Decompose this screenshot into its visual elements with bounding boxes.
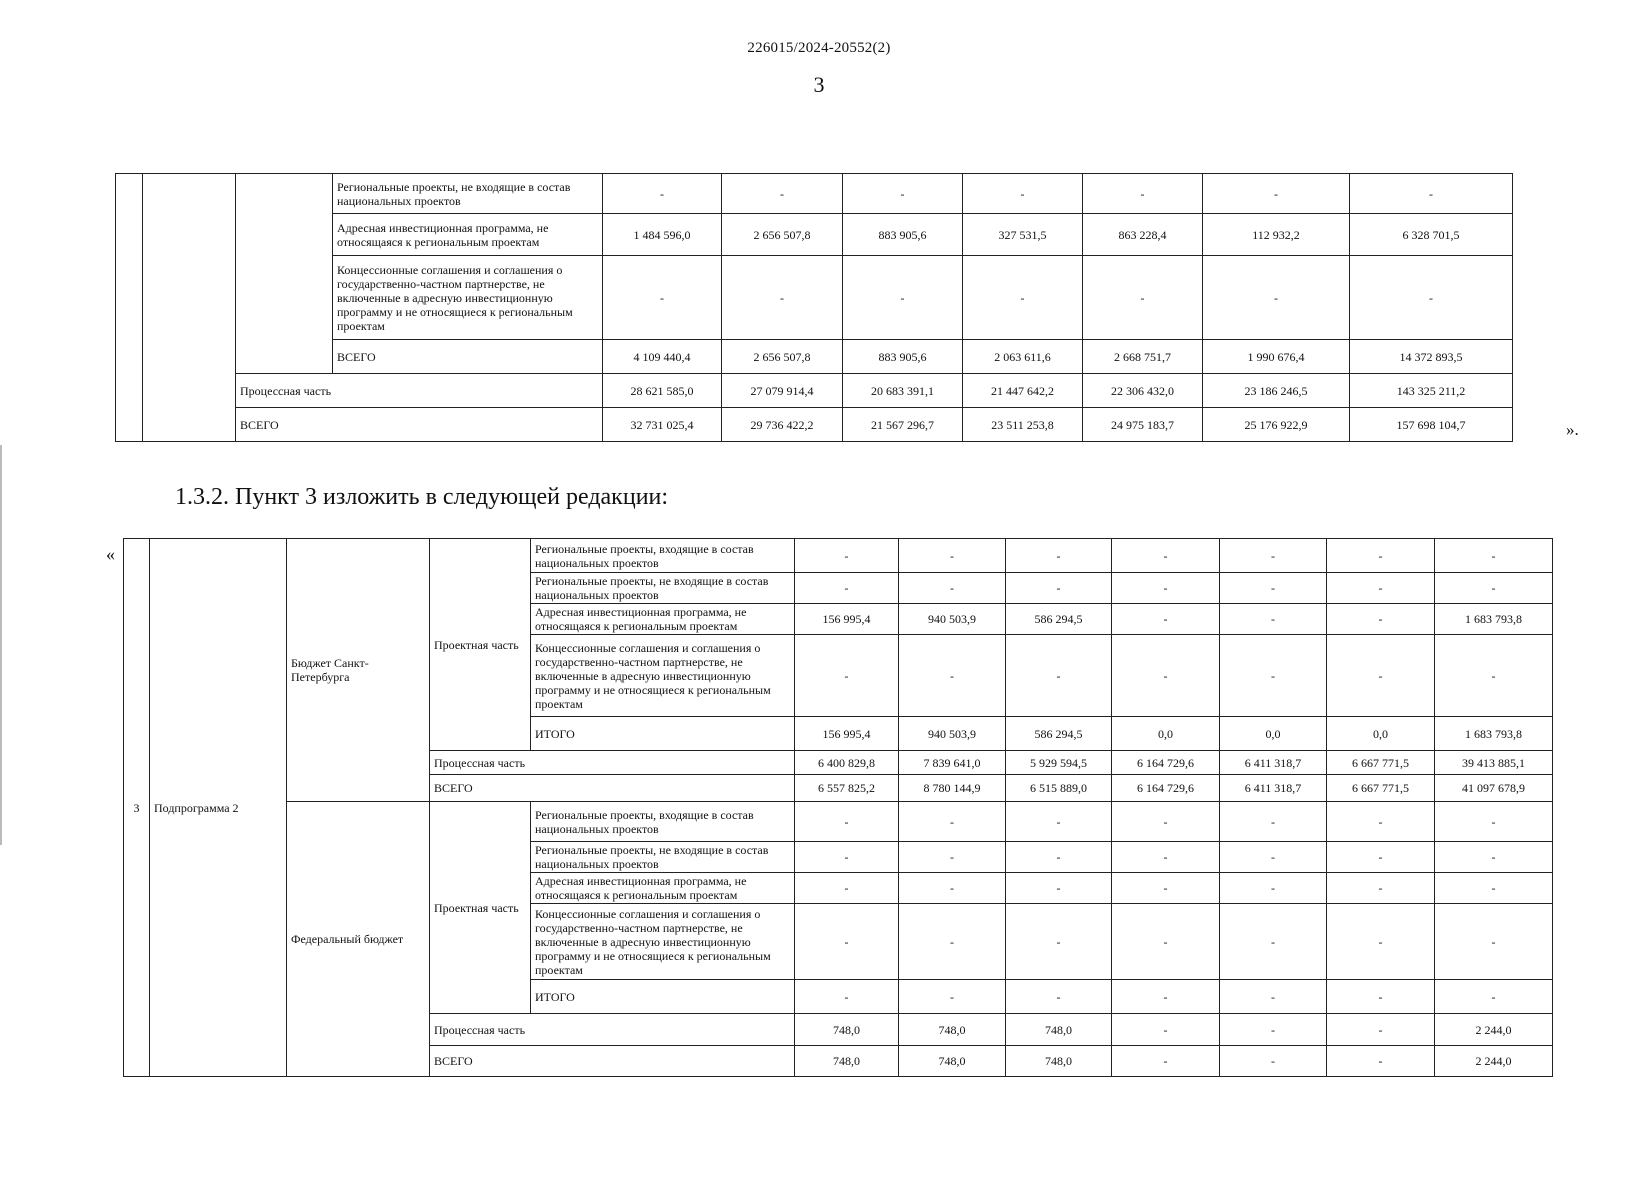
value-cell: 28 621 585,0: [603, 374, 722, 408]
value-cell: -: [963, 256, 1083, 340]
value-cell: 883 905,6: [843, 214, 963, 256]
value-cell: 20 683 391,1: [843, 374, 963, 408]
table-row: [116, 374, 1513, 408]
value-cell: 1 683 793,8: [1435, 604, 1553, 635]
value-cell: 2 668 751,7: [1083, 340, 1203, 374]
value-cell: -: [1006, 635, 1112, 717]
value-cell: -: [1435, 842, 1553, 873]
index-cell: [116, 174, 143, 442]
value-cell: 39 413 885,1: [1435, 751, 1553, 775]
total-label: ВСЕГО: [430, 1046, 795, 1077]
value-cell: 27 079 914,4: [722, 374, 843, 408]
table-row: [124, 539, 1553, 573]
value-cell: -: [1327, 1014, 1435, 1046]
value-cell: -: [1327, 842, 1435, 873]
value-cell: 2 063 611,6: [963, 340, 1083, 374]
value-cell: 1 484 596,0: [603, 214, 722, 256]
row-label: ВСЕГО: [236, 408, 603, 442]
budget-source-cell: Бюджет Санкт-Петербурга: [287, 539, 430, 802]
value-cell: -: [1220, 539, 1327, 573]
value-cell: -: [1006, 539, 1112, 573]
value-cell: 327 531,5: [963, 214, 1083, 256]
subprogram-budget-table: [123, 538, 1553, 1077]
value-cell: -: [1112, 573, 1220, 604]
value-cell: -: [795, 904, 899, 980]
value-cell: -: [843, 174, 963, 214]
page-number: 3: [813, 72, 825, 97]
value-cell: -: [1220, 573, 1327, 604]
value-cell: -: [1435, 539, 1553, 573]
value-cell: 940 503,9: [899, 717, 1006, 751]
row-label: Адресная инвестиционная программа, не относящаяся к региональным проектам: [333, 214, 603, 256]
value-cell: -: [1350, 174, 1513, 214]
value-cell: -: [1112, 980, 1220, 1014]
value-cell: -: [1327, 539, 1435, 573]
value-cell: -: [843, 256, 963, 340]
value-cell: -: [1112, 1046, 1220, 1077]
value-cell: 748,0: [795, 1046, 899, 1077]
value-cell: 6 667 771,5: [1327, 775, 1435, 802]
value-cell: -: [722, 256, 843, 340]
value-cell: -: [1203, 174, 1350, 214]
row-label: ВСЕГО: [333, 340, 603, 374]
value-cell: -: [1220, 635, 1327, 717]
value-cell: 157 698 104,7: [1350, 408, 1513, 442]
value-cell: 5 929 594,5: [1006, 751, 1112, 775]
row-label: Концессионные соглашения и соглашения о государственно-частном партнерстве, не включенные в адресную инвестиционную программу и не относящиеся к региональным проектам: [333, 256, 603, 340]
value-cell: -: [899, 573, 1006, 604]
value-cell: -: [795, 873, 899, 904]
budget-source-cell: Федеральный бюджет: [287, 802, 430, 1077]
value-cell: 748,0: [1006, 1046, 1112, 1077]
row-label: Адресная инвестиционная программа, не относящаяся к региональным проектам: [531, 604, 795, 635]
budget-cell: [236, 174, 333, 374]
table-row: [116, 174, 1513, 214]
value-cell: 6 164 729,6: [1112, 751, 1220, 775]
row-label: Региональные проекты, не входящие в состав национальных проектов: [531, 842, 795, 873]
row-label: Концессионные соглашения и соглашения о государственно-частном партнерстве, не включенные в адресную инвестиционную программу и не относящиеся к региональным проектам: [531, 904, 795, 980]
value-cell: -: [1006, 802, 1112, 842]
value-cell: 7 839 641,0: [899, 751, 1006, 775]
value-cell: 156 995,4: [795, 604, 899, 635]
value-cell: -: [1112, 802, 1220, 842]
value-cell: -: [1435, 802, 1553, 842]
value-cell: -: [603, 174, 722, 214]
value-cell: -: [1006, 980, 1112, 1014]
value-cell: 6 411 318,7: [1220, 775, 1327, 802]
value-cell: -: [795, 842, 899, 873]
value-cell: -: [1435, 573, 1553, 604]
value-cell: 4 109 440,4: [603, 340, 722, 374]
value-cell: 6 557 825,2: [795, 775, 899, 802]
value-cell: -: [899, 842, 1006, 873]
value-cell: 748,0: [899, 1014, 1006, 1046]
value-cell: -: [899, 539, 1006, 573]
value-cell: -: [1435, 873, 1553, 904]
section-heading: 1.3.2. Пункт 3 изложить в следующей редакции:: [175, 484, 669, 510]
value-cell: 41 097 678,9: [1435, 775, 1553, 802]
value-cell: -: [1220, 604, 1327, 635]
value-cell: 1 990 676,4: [1203, 340, 1350, 374]
total-label: ВСЕГО: [430, 775, 795, 802]
row-label: Региональные проекты, входящие в состав национальных проектов: [531, 539, 795, 573]
value-cell: -: [1220, 1014, 1327, 1046]
value-cell: -: [1327, 904, 1435, 980]
value-cell: 2 656 507,8: [722, 340, 843, 374]
value-cell: -: [795, 573, 899, 604]
table-row: [124, 802, 1553, 842]
value-cell: 112 932,2: [1203, 214, 1350, 256]
value-cell: 6 667 771,5: [1327, 751, 1435, 775]
value-cell: -: [1220, 904, 1327, 980]
value-cell: 29 736 422,2: [722, 408, 843, 442]
value-cell: 6 411 318,7: [1220, 751, 1327, 775]
value-cell: -: [795, 635, 899, 717]
value-cell: 2 656 507,8: [722, 214, 843, 256]
value-cell: 0,0: [1220, 717, 1327, 751]
value-cell: 748,0: [1006, 1014, 1112, 1046]
value-cell: -: [1006, 573, 1112, 604]
subprogram-cell: Подпрограмма 2: [150, 539, 287, 1077]
value-cell: -: [1083, 174, 1203, 214]
value-cell: -: [603, 256, 722, 340]
value-cell: 748,0: [795, 1014, 899, 1046]
value-cell: -: [899, 635, 1006, 717]
value-cell: -: [1220, 842, 1327, 873]
table-row: [116, 408, 1513, 442]
value-cell: 21 447 642,2: [963, 374, 1083, 408]
value-cell: -: [795, 980, 899, 1014]
value-cell: 8 780 144,9: [899, 775, 1006, 802]
value-cell: -: [899, 873, 1006, 904]
value-cell: -: [1435, 635, 1553, 717]
value-cell: 940 503,9: [899, 604, 1006, 635]
value-cell: -: [1112, 873, 1220, 904]
row-label: Процессная часть: [236, 374, 603, 408]
value-cell: 143 325 211,2: [1350, 374, 1513, 408]
value-cell: -: [795, 539, 899, 573]
value-cell: -: [1006, 842, 1112, 873]
value-cell: 863 228,4: [1083, 214, 1203, 256]
value-cell: 24 975 183,7: [1083, 408, 1203, 442]
value-cell: -: [1083, 256, 1203, 340]
value-cell: 2 244,0: [1435, 1014, 1553, 1046]
value-cell: -: [1112, 604, 1220, 635]
value-cell: 6 515 889,0: [1006, 775, 1112, 802]
value-cell: 748,0: [899, 1046, 1006, 1077]
row-label: ИТОГО: [531, 717, 795, 751]
value-cell: -: [1327, 635, 1435, 717]
value-cell: 32 731 025,4: [603, 408, 722, 442]
value-cell: 25 176 922,9: [1203, 408, 1350, 442]
value-cell: -: [1220, 873, 1327, 904]
value-cell: -: [1327, 573, 1435, 604]
value-cell: -: [1220, 980, 1327, 1014]
value-cell: -: [1350, 256, 1513, 340]
value-cell: -: [1220, 802, 1327, 842]
value-cell: -: [1006, 904, 1112, 980]
budget-table-continued: [115, 173, 1513, 442]
value-cell: 23 186 246,5: [1203, 374, 1350, 408]
document-id: 226015/2024-20552(2): [747, 40, 891, 56]
value-cell: 156 995,4: [795, 717, 899, 751]
row-label: Адресная инвестиционная программа, не относящаяся к региональным проектам: [531, 873, 795, 904]
value-cell: -: [795, 802, 899, 842]
value-cell: -: [963, 174, 1083, 214]
value-cell: -: [1435, 904, 1553, 980]
value-cell: -: [1327, 1046, 1435, 1077]
value-cell: -: [1327, 604, 1435, 635]
row-number-cell: 3: [124, 539, 150, 1077]
value-cell: 1 683 793,8: [1435, 717, 1553, 751]
value-cell: 6 164 729,6: [1112, 775, 1220, 802]
value-cell: -: [1112, 539, 1220, 573]
value-cell: -: [1112, 635, 1220, 717]
value-cell: 21 567 296,7: [843, 408, 963, 442]
opening-quote: «: [106, 544, 115, 564]
value-cell: -: [1203, 256, 1350, 340]
closing-quote: ».: [1566, 420, 1579, 439]
value-cell: 6 328 701,5: [1350, 214, 1513, 256]
row-label: Концессионные соглашения и соглашения о государственно-частном партнерстве, не включенные в адресную инвестиционную программу и не относящиеся к региональным проектам: [531, 635, 795, 717]
row-label: Региональные проекты, не входящие в состав национальных проектов: [333, 174, 603, 214]
process-part-label: Процессная часть: [430, 751, 795, 775]
value-cell: -: [1220, 1046, 1327, 1077]
value-cell: 6 400 829,8: [795, 751, 899, 775]
subprogram-cell: [143, 174, 236, 442]
value-cell: -: [899, 904, 1006, 980]
value-cell: 2 244,0: [1435, 1046, 1553, 1077]
value-cell: -: [899, 802, 1006, 842]
row-label: Региональные проекты, не входящие в состав национальных проектов: [531, 573, 795, 604]
value-cell: 586 294,5: [1006, 717, 1112, 751]
process-part-label: Процессная часть: [430, 1014, 795, 1046]
row-label: ИТОГО: [531, 980, 795, 1014]
row-label: Региональные проекты, входящие в состав национальных проектов: [531, 802, 795, 842]
value-cell: -: [1327, 802, 1435, 842]
value-cell: -: [1327, 980, 1435, 1014]
value-cell: 0,0: [1112, 717, 1220, 751]
value-cell: -: [1435, 980, 1553, 1014]
value-cell: -: [1327, 873, 1435, 904]
value-cell: -: [1112, 904, 1220, 980]
value-cell: -: [722, 174, 843, 214]
value-cell: 0,0: [1327, 717, 1435, 751]
value-cell: -: [1006, 873, 1112, 904]
scan-edge-line: [0, 445, 2, 845]
value-cell: -: [1112, 842, 1220, 873]
value-cell: 23 511 253,8: [963, 408, 1083, 442]
value-cell: 883 905,6: [843, 340, 963, 374]
value-cell: -: [899, 980, 1006, 1014]
value-cell: 22 306 432,0: [1083, 374, 1203, 408]
value-cell: -: [1112, 1014, 1220, 1046]
project-part-cell: Проектная часть: [430, 802, 531, 1014]
project-part-cell: Проектная часть: [430, 539, 531, 751]
value-cell: 586 294,5: [1006, 604, 1112, 635]
value-cell: 14 372 893,5: [1350, 340, 1513, 374]
